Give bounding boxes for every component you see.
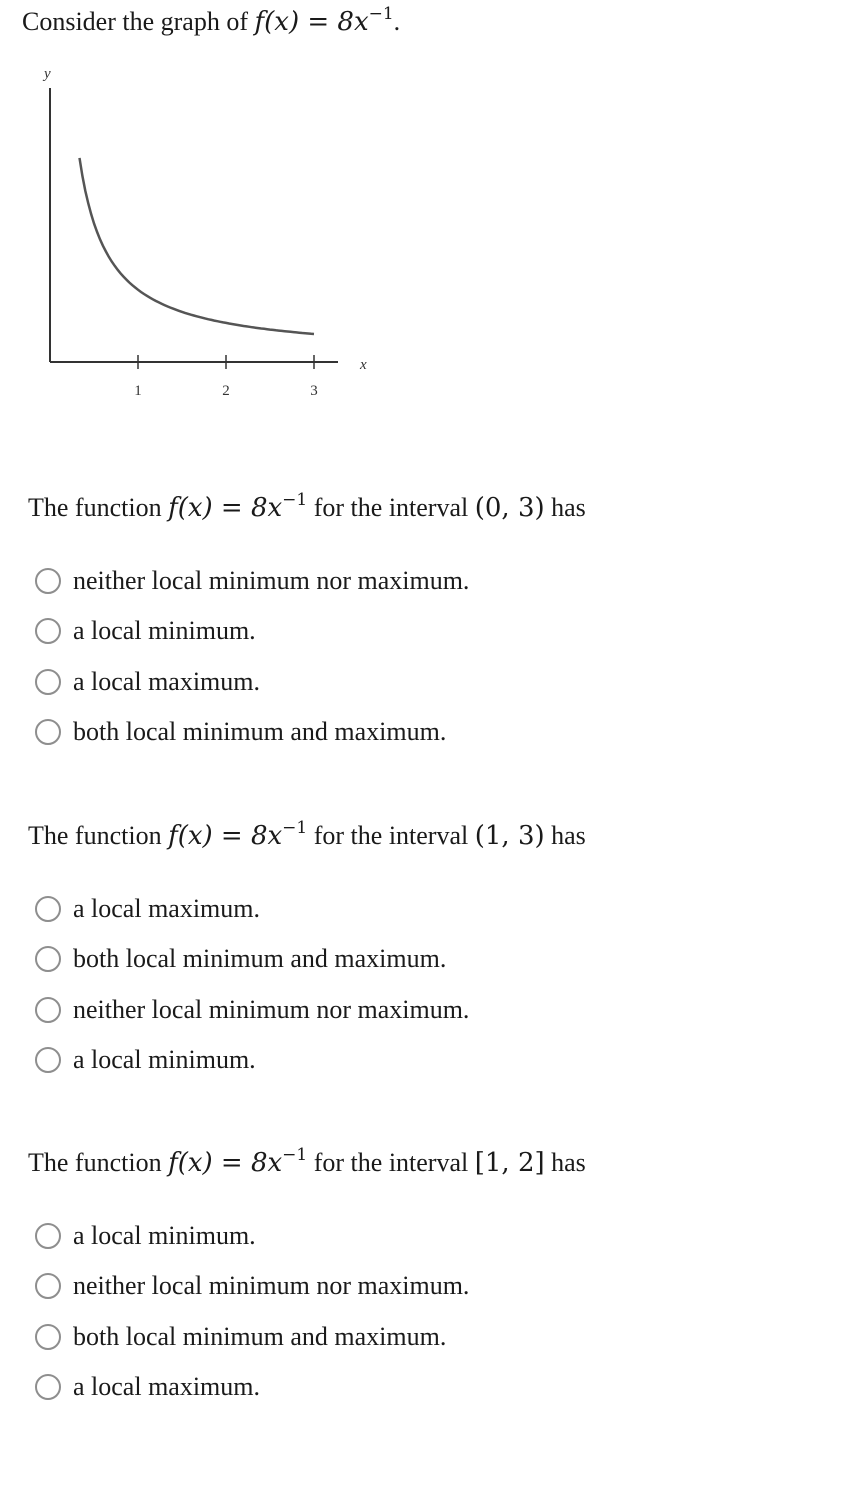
radio-button[interactable] xyxy=(35,1374,61,1400)
radio-button[interactable] xyxy=(35,669,61,695)
q2-option-4[interactable]: a local minimum. xyxy=(28,1035,828,1085)
intro-text: Consider the graph of $f(x) = 8x^{-1}$. xyxy=(22,4,401,37)
q2-option-2[interactable]: both local minimum and maximum. xyxy=(28,934,828,984)
q3-option-3[interactable]: both local minimum and maximum. xyxy=(28,1312,828,1362)
question-2-options xyxy=(28,884,828,1085)
tick-label-1: 1 xyxy=(134,383,142,399)
radio-button[interactable] xyxy=(35,946,61,972)
radio-button[interactable] xyxy=(35,1273,61,1299)
question-3-options xyxy=(28,1211,828,1412)
intro-function: $f(x) = 8x^{-1}$ xyxy=(254,4,394,37)
radio-button[interactable] xyxy=(35,1047,61,1073)
q1-option-1[interactable]: neither local minimum nor maximum. xyxy=(28,556,828,606)
intro-lead: Consider the graph of xyxy=(22,7,249,36)
q3-option-2[interactable]: neither local minimum nor maximum. xyxy=(28,1261,828,1311)
tick-label-3: 3 xyxy=(310,383,318,399)
q1-option-4[interactable]: both local minimum and maximum. xyxy=(28,707,828,757)
question-3-prompt: The function $f(x) = 8x^{-1}$ for the interval [1, 2] has xyxy=(28,1145,586,1178)
question-3 xyxy=(28,1143,828,1412)
radio-button[interactable] xyxy=(35,719,61,745)
question-2-prompt: The function $f(x) = 8x^{-1}$ for the interval (1, 3) has xyxy=(28,818,586,851)
radio-button[interactable] xyxy=(35,618,61,644)
radio-button[interactable] xyxy=(35,568,61,594)
radio-button[interactable] xyxy=(35,1223,61,1249)
radio-button[interactable] xyxy=(35,896,61,922)
question-1-prompt: The function $f(x) = 8x^{-1}$ for the interval (0, 3) has xyxy=(28,490,586,523)
tick-label-2: 2 xyxy=(222,383,230,399)
q1-option-3[interactable]: a local maximum. xyxy=(28,657,828,707)
q3-option-4[interactable]: a local maximum. xyxy=(28,1362,828,1412)
function-graph xyxy=(30,62,390,407)
x-axis-label: x xyxy=(360,357,367,373)
q3-option-1[interactable]: a local minimum. xyxy=(28,1211,828,1261)
question-1 xyxy=(28,488,828,757)
q1-option-2[interactable]: a local minimum. xyxy=(28,606,828,656)
radio-button[interactable] xyxy=(35,1324,61,1350)
q2-option-1[interactable]: a local maximum. xyxy=(28,884,828,934)
question-2 xyxy=(28,816,828,1085)
q2-option-3[interactable]: neither local minimum nor maximum. xyxy=(28,985,828,1035)
y-axis-label: y xyxy=(44,66,51,82)
question-1-options xyxy=(28,556,828,757)
function-curve xyxy=(80,158,315,334)
radio-button[interactable] xyxy=(35,997,61,1023)
